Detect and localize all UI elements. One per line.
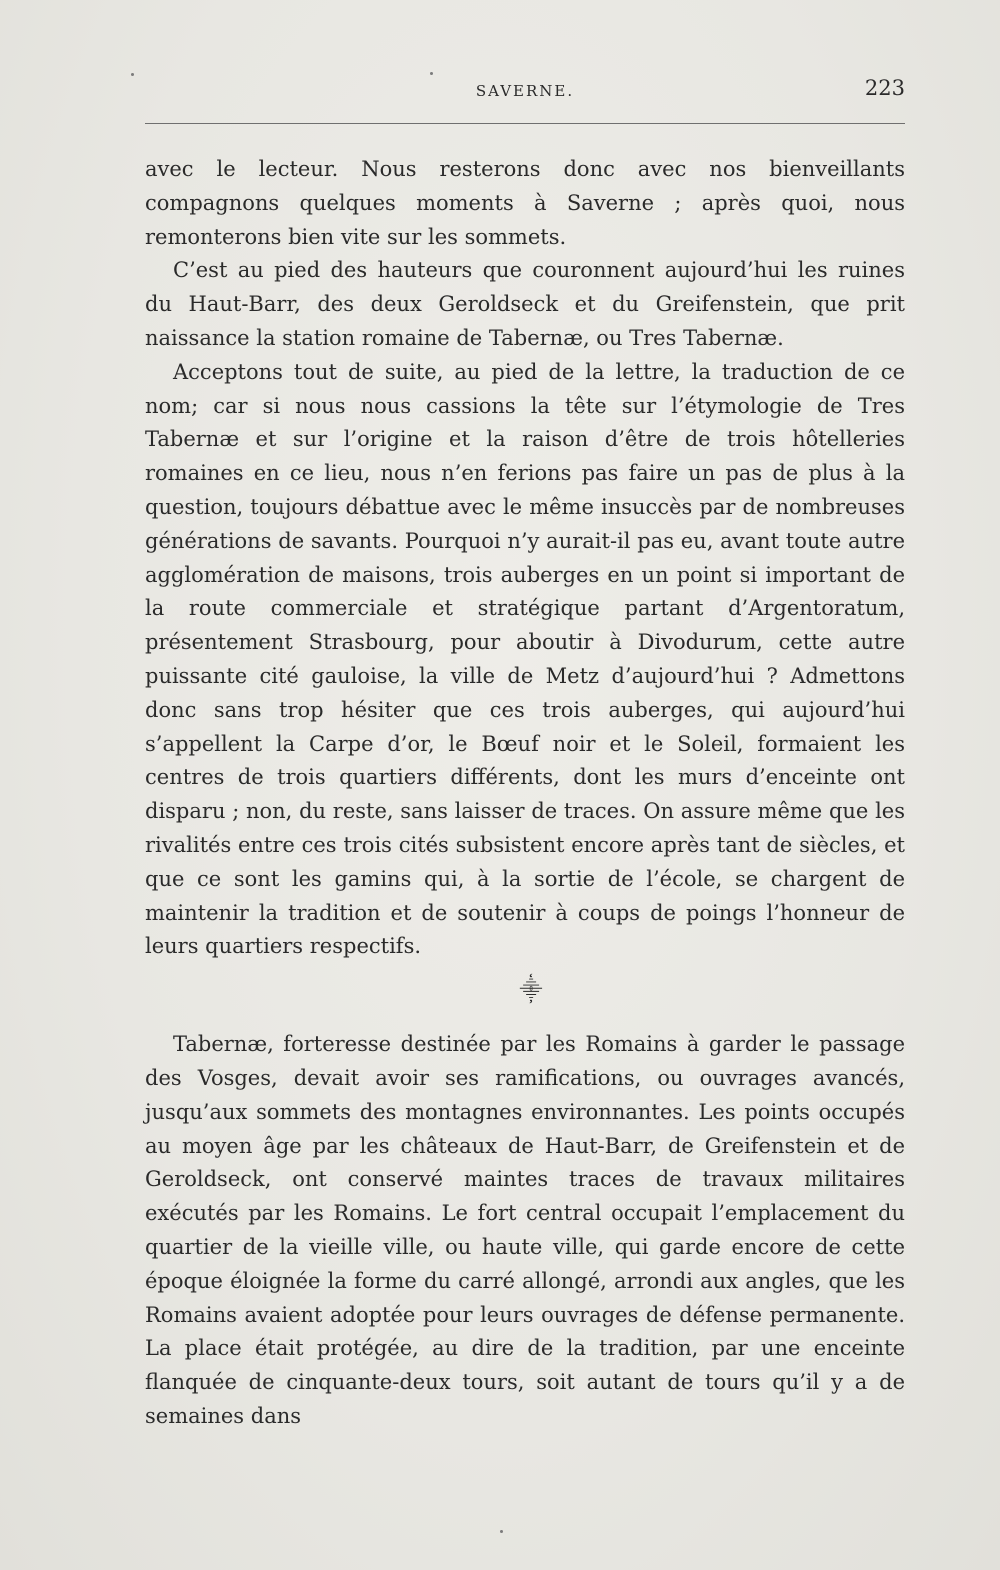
page-number: 223 <box>864 76 905 100</box>
running-head: SAVERNE. <box>475 82 575 100</box>
paragraph-haut-barr: C’est au pied des hauteurs que couronnent aujourd’hui les ruines du Haut-Barr, des deux Geroldseck et du Greifenstein, que prit naissance la station romaine de Tabernæ, ou Tres Tabernæ. <box>145 258 905 350</box>
header-rule <box>145 123 905 124</box>
page-header <box>145 70 905 110</box>
body-text <box>145 153 905 1434</box>
paragraph-continuation: avec le lecteur. Nous resterons donc avec nos bienveillants compagnons quelques moments à Saverne ; après quoi, nous remonterons bien vite sur les sommets. <box>145 157 905 249</box>
paper-speck <box>430 72 433 75</box>
fleuron-icon: ⸎ <box>519 978 543 1004</box>
paragraph-tres-tabernae: Acceptons tout de suite, au pied de la lettre, la traduction de ce nom; car si nous nous cassions la tête sur l’étymologie de Tres Tabernæ et sur l’origine et la raison d’être de trois hôtelleries romaines en ce lieu, nous n’en ferions pas faire un pas de plus à la question, toujours débattue avec le même insuccès par de nombreuses générations de savants. Pourquoi n’y aurait-il pas eu, avant toute autre agglomération de maisons, trois auberges en un point si important de la route commerciale et stratégique partant d’Argentoratum, présentement Strasbourg, pour aboutir à Divodurum, cette autre puissante cité gauloise, la ville de Metz d’aujourd’hui ? Admettons donc sans trop hésiter que ces trois auberges, qui aujourd’hui s’appellent la Carpe d’or, le Bœuf noir et le Soleil, formaient les centres de trois quartiers différents, dont les murs d’enceinte ont disparu ; non, du reste, sans laisser de traces. On assure même que les rivalités entre ces trois cités subsistent encore après tant de siècles, et que ce sont les gamins qui, à la sortie de l’école, se chargent de maintenir la tradition et de soutenir à coups de poings l’honneur de leurs quartiers respectifs. <box>145 359 905 959</box>
paper-speck <box>131 73 134 76</box>
section-ornament <box>145 974 905 1008</box>
paragraph-forteresse: Tabernæ, forteresse destinée par les Romains à garder le passage des Vosges, devait avoir ses ramifications, ou ouvrages avancés, jusqu’aux sommets des montagnes environnantes. Les points occupés au moyen âge par les châteaux de Haut-Barr, de Greifenstein et de Geroldseck, ont conservé maintes traces de travaux militaires exécutés par les Romains. Le fort central occupait l’emplacement du quartier de la vieille ville, ou haute ville, qui garde encore de cette époque éloignée la forme du carré allongé, arrondi aux angles, que les Romains avaient adoptée pour leurs ouvrages de défense permanente. La place était protégée, au dire de la tradition, par une enceinte flanquée de cinquante-deux tours, soit autant de tours qu’il y a de semaines dans <box>145 1032 905 1428</box>
paper-speck <box>500 1530 503 1533</box>
